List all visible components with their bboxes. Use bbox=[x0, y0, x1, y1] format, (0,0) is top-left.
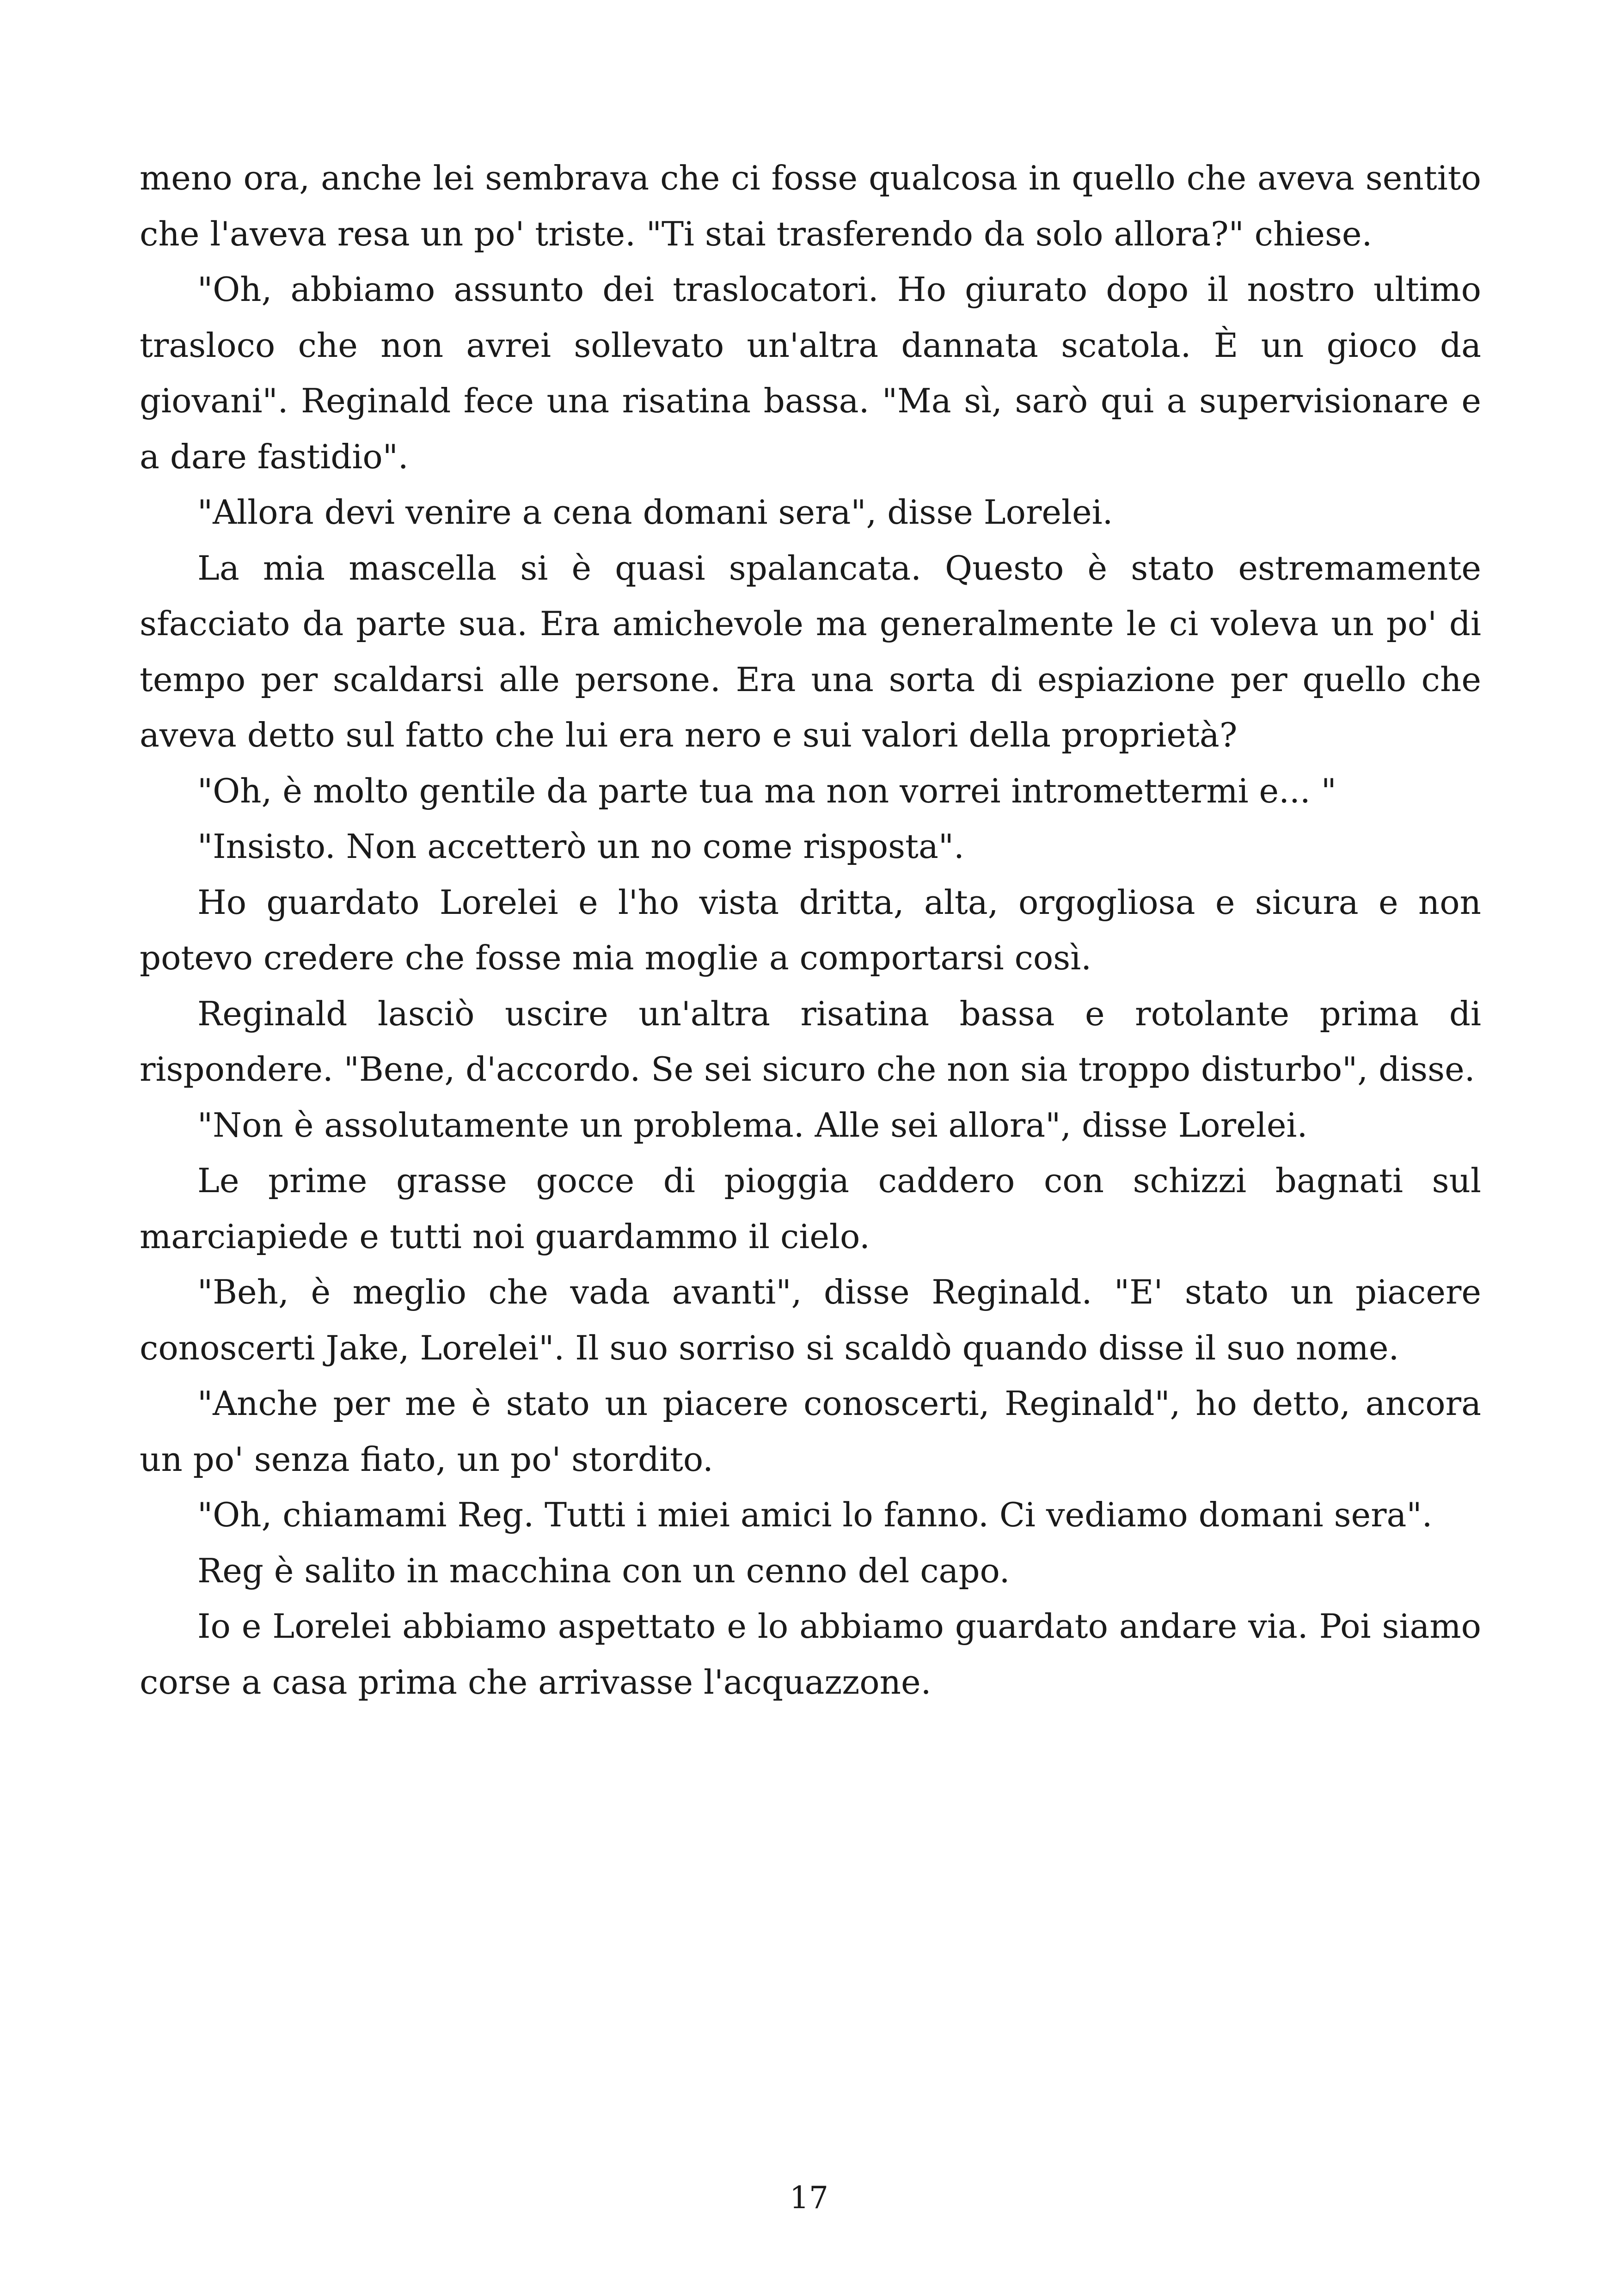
paragraph: "Oh, abbiamo assunto dei traslocatori. Ho giurato dopo il nostro ultimo trasloco che non avrei sollevato un'altra dannata scatola. È un gioco da giovani". Reginald fece una risatina bassa. "Ma sì, sarò qui a supervisionare e a dare fastidio". bbox=[140, 270, 1481, 476]
page-number: 17 bbox=[790, 2180, 828, 2216]
paragraph: Reginald lasciò uscire un'altra risatina bassa e rotolante prima di rispondere. "Bene, d'accordo. Se sei sicuro che non sia troppo disturbo", disse. bbox=[140, 994, 1481, 1089]
paragraph: meno ora, anche lei sembrava che ci fosse qualcosa in quello che aveva sentito che l'aveva resa un po' triste. "Ti stai trasferendo da solo allora?" chiese. bbox=[140, 159, 1481, 253]
paragraph: Le prime grasse gocce di pioggia caddero con schizzi bagnati sul marciapiede e tutti noi guardammo il cielo. bbox=[140, 1161, 1481, 1256]
paragraph: "Non è assolutamente un problema. Alle sei allora", disse Lorelei. bbox=[197, 1105, 1308, 1145]
paragraph: Ho guardato Lorelei e l'ho vista dritta, alta, orgogliosa e sicura e non potevo credere che fosse mia moglie a comportarsi così. bbox=[140, 882, 1481, 977]
paragraph: "Allora devi venire a cena domani sera", disse Lorelei. bbox=[197, 493, 1113, 532]
paragraph: "Beh, è meglio che vada avanti", disse Reginald. "E' stato un piacere conoscerti Jake, Lorelei". Il suo sorriso si scaldò quando disse il suo nome. bbox=[140, 1273, 1481, 1367]
paragraph: La mia mascella si è quasi spalancata. Questo è stato estremamente sfacciato da parte sua. Era amichevole ma generalmente le ci voleva un po' di tempo per scaldarsi alle persone. Era una sorta di espiazione per quello che aveva detto sul fatto che lui era nero e sui valori della proprietà? bbox=[140, 548, 1481, 754]
body-text bbox=[140, 150, 1481, 1710]
paragraph: Io e Lorelei abbiamo aspettato e lo abbiamo guardato andare via. Poi siamo corse a casa prima che arrivasse l'acquazzone. bbox=[140, 1607, 1481, 1702]
paragraph: "Oh, è molto gentile da parte tua ma non vorrei intromettermi e... " bbox=[197, 771, 1336, 810]
paragraph: "Anche per me è stato un piacere conoscerti, Reginald", ho detto, ancora un po' senza fiato, un po' stordito. bbox=[140, 1384, 1481, 1479]
paragraph: "Insisto. Non accetterò un no come risposta". bbox=[197, 827, 964, 866]
paragraph: "Oh, chiamami Reg. Tutti i miei amici lo fanno. Ci vediamo domani sera". bbox=[197, 1495, 1433, 1534]
paragraph: Reg è salito in macchina con un cenno del capo. bbox=[197, 1551, 1010, 1590]
